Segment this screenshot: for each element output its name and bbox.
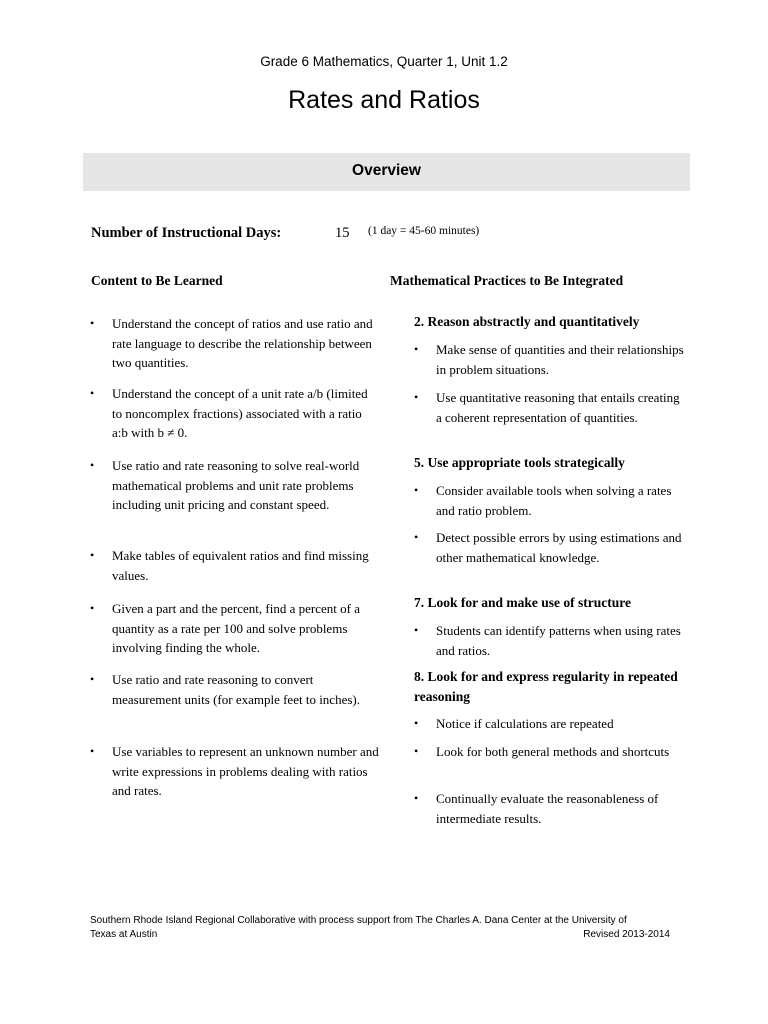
bullet: •: [90, 672, 95, 686]
practice-heading-5: 5. Use appropriate tools strategically: [414, 455, 625, 470]
footer-credit-cont: Texas at Austin: [90, 929, 158, 940]
content-item-text: Understand the concept of ratios and use ratio and rate language to describe the relationship between two quantities.: [112, 316, 373, 370]
practice-item-text: Consider available tools when solving a rates and ratio problem.: [436, 483, 672, 518]
content-item-text: Use variables to represent an unknown number and write expressions in problems dealing with ratios and rates.: [112, 744, 379, 798]
bullet: •: [414, 623, 419, 637]
overview-label: Overview: [352, 162, 421, 179]
bullet: •: [90, 386, 95, 400]
content-item-text: Use ratio and rate reasoning to convert measurement units (for example feet to inches).: [112, 672, 360, 707]
instructional-days-note: (1 day = 45-60 minutes): [368, 225, 480, 237]
bullet: •: [414, 791, 419, 805]
bullet: •: [414, 530, 419, 544]
bullet: •: [90, 316, 95, 330]
bullet: •: [90, 744, 95, 758]
bullet: •: [414, 716, 419, 730]
practice-item-text: Notice if calculations are repeated: [436, 716, 614, 731]
practice-heading-7: 7. Look for and make use of structure: [414, 595, 632, 610]
footer-credit: Southern Rhode Island Regional Collaborative with process support from The Charles A. Dana Center at the University of: [90, 915, 627, 926]
content-heading: Content to Be Learned: [91, 273, 223, 288]
practices-heading: Mathematical Practices to Be Integrated: [390, 273, 624, 288]
bullet: •: [414, 390, 419, 404]
instructional-days-label: Number of Instructional Days:: [91, 225, 282, 241]
practice-item-text: Detect possible errors by using estimations and other mathematical knowledge.: [436, 530, 682, 565]
practice-heading-8: 8. Look for and express regularity in repeated reasoning: [414, 669, 678, 704]
bullet: •: [90, 458, 95, 472]
practice-item-text: Use quantitative reasoning that entails creating a coherent representation of quantities.: [436, 390, 680, 425]
practice-item-text: Make sense of quantities and their relationships in problem situations.: [436, 342, 684, 377]
content-item-text: Use ratio and rate reasoning to solve real-world mathematical problems and unit rate problems including unit pricing and constant speed.: [112, 458, 360, 512]
instructional-days-value: 15: [335, 225, 350, 241]
bullet: •: [90, 601, 95, 615]
content-item-text: Understand the concept of a unit rate a/b (limited to noncomplex fractions) associated with a ratio a:b with b ≠ 0.: [112, 386, 368, 440]
bullet: •: [414, 342, 419, 356]
overview-banner: [83, 153, 690, 191]
page-title: Rates and Ratios: [288, 86, 480, 114]
practice-item-text: Students can identify patterns when using rates and ratios.: [436, 623, 681, 658]
bullet: •: [414, 744, 419, 758]
practice-item-text: Continually evaluate the reasonableness of intermediate results.: [436, 791, 659, 826]
bullet: •: [90, 548, 95, 562]
bullet: •: [414, 483, 419, 497]
content-item-text: Given a part and the percent, find a percent of a quantity as a rate per 100 and solve problems involving finding the whole.: [112, 601, 360, 655]
footer-revised: Revised 2013-2014: [583, 929, 670, 940]
content-item-text: Make tables of equivalent ratios and find missing values.: [112, 548, 369, 583]
practice-item-text: Look for both general methods and shortcuts: [436, 744, 670, 759]
unit-subtitle: Grade 6 Mathematics, Quarter 1, Unit 1.2: [260, 54, 508, 69]
practice-heading-2: 2. Reason abstractly and quantitatively: [414, 314, 640, 329]
